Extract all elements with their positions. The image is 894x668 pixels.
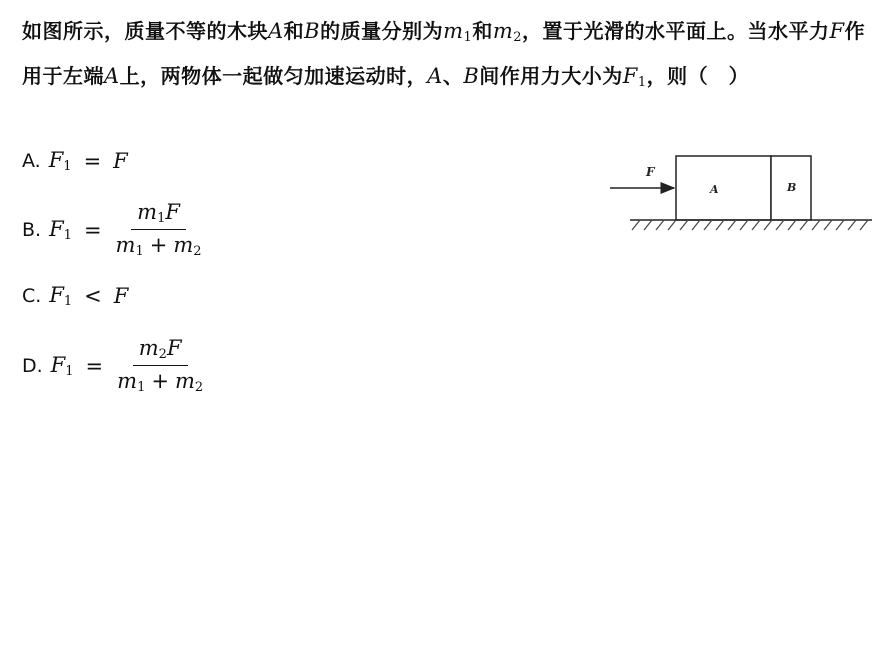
hatch-line bbox=[704, 220, 712, 230]
option-rhs: F bbox=[113, 149, 128, 173]
option-b[interactable] bbox=[22, 200, 204, 259]
hatch-line bbox=[656, 220, 664, 230]
force-f1: $F_1$ bbox=[622, 64, 647, 90]
option-relation: < bbox=[84, 284, 102, 308]
force-label: F bbox=[646, 165, 655, 179]
option-lhs: $F_1$ bbox=[49, 283, 73, 309]
option-relation: = bbox=[85, 353, 104, 378]
hatch-line bbox=[776, 220, 784, 230]
option-relation: = bbox=[83, 217, 102, 242]
mass-m2: $m_2$ bbox=[492, 19, 523, 45]
hatch-line bbox=[812, 220, 820, 230]
hatch-line bbox=[836, 220, 844, 230]
hatch-line bbox=[800, 220, 808, 230]
option-fraction bbox=[115, 336, 205, 395]
hatch-line bbox=[728, 220, 736, 230]
option-lhs: $F_1$ bbox=[50, 352, 74, 379]
question-text: 如图所示，质量不等的木块A和B的质量分别为$m_1$和$m_2$，置于光滑的水平面上。当水平力F作用于左端A上，两物体一起做匀加速运动时，A、B间作用力大小为$F_1$，则（ ） bbox=[22, 19, 866, 90]
hatch-line bbox=[860, 220, 868, 230]
fraction-denominator: $m_1 + m_2$ bbox=[115, 233, 202, 259]
fraction-numerator: $m_1F$ bbox=[131, 200, 186, 230]
hatch-line bbox=[740, 220, 748, 230]
block-a-label: A bbox=[710, 183, 719, 196]
option-fraction bbox=[114, 200, 204, 259]
hatch-line bbox=[788, 220, 796, 230]
option-letter: C. bbox=[22, 285, 42, 307]
option-lhs: $F_1$ bbox=[49, 216, 72, 243]
hatch-line bbox=[644, 220, 652, 230]
hatch-line bbox=[752, 220, 760, 230]
hatch-line bbox=[848, 220, 856, 230]
option-relation: = bbox=[83, 149, 102, 173]
fraction-numerator: $m_2F$ bbox=[133, 336, 188, 366]
hatch-line bbox=[632, 220, 640, 230]
hatch-line bbox=[764, 220, 772, 230]
hatch-line bbox=[716, 220, 724, 230]
fraction-denominator: $m_1 + m_2$ bbox=[117, 369, 204, 395]
option-c[interactable] bbox=[22, 283, 128, 309]
option-rhs: F bbox=[113, 284, 129, 308]
option-a[interactable] bbox=[22, 148, 128, 174]
option-letter: A. bbox=[22, 150, 41, 172]
option-lhs: $F_1$ bbox=[48, 148, 72, 174]
mass-m1: $m_1$ bbox=[443, 19, 473, 45]
hatch-line bbox=[824, 220, 832, 230]
blocks-diagram bbox=[600, 148, 880, 238]
option-letter: D. bbox=[22, 354, 43, 377]
hatch-line bbox=[668, 220, 676, 230]
ground-hatching bbox=[632, 220, 868, 230]
hatch-line bbox=[680, 220, 688, 230]
option-letter: B. bbox=[22, 218, 42, 241]
block-a bbox=[676, 156, 771, 220]
block-b-label: B bbox=[787, 181, 797, 194]
hatch-line bbox=[692, 220, 700, 230]
option-d[interactable] bbox=[22, 336, 205, 395]
